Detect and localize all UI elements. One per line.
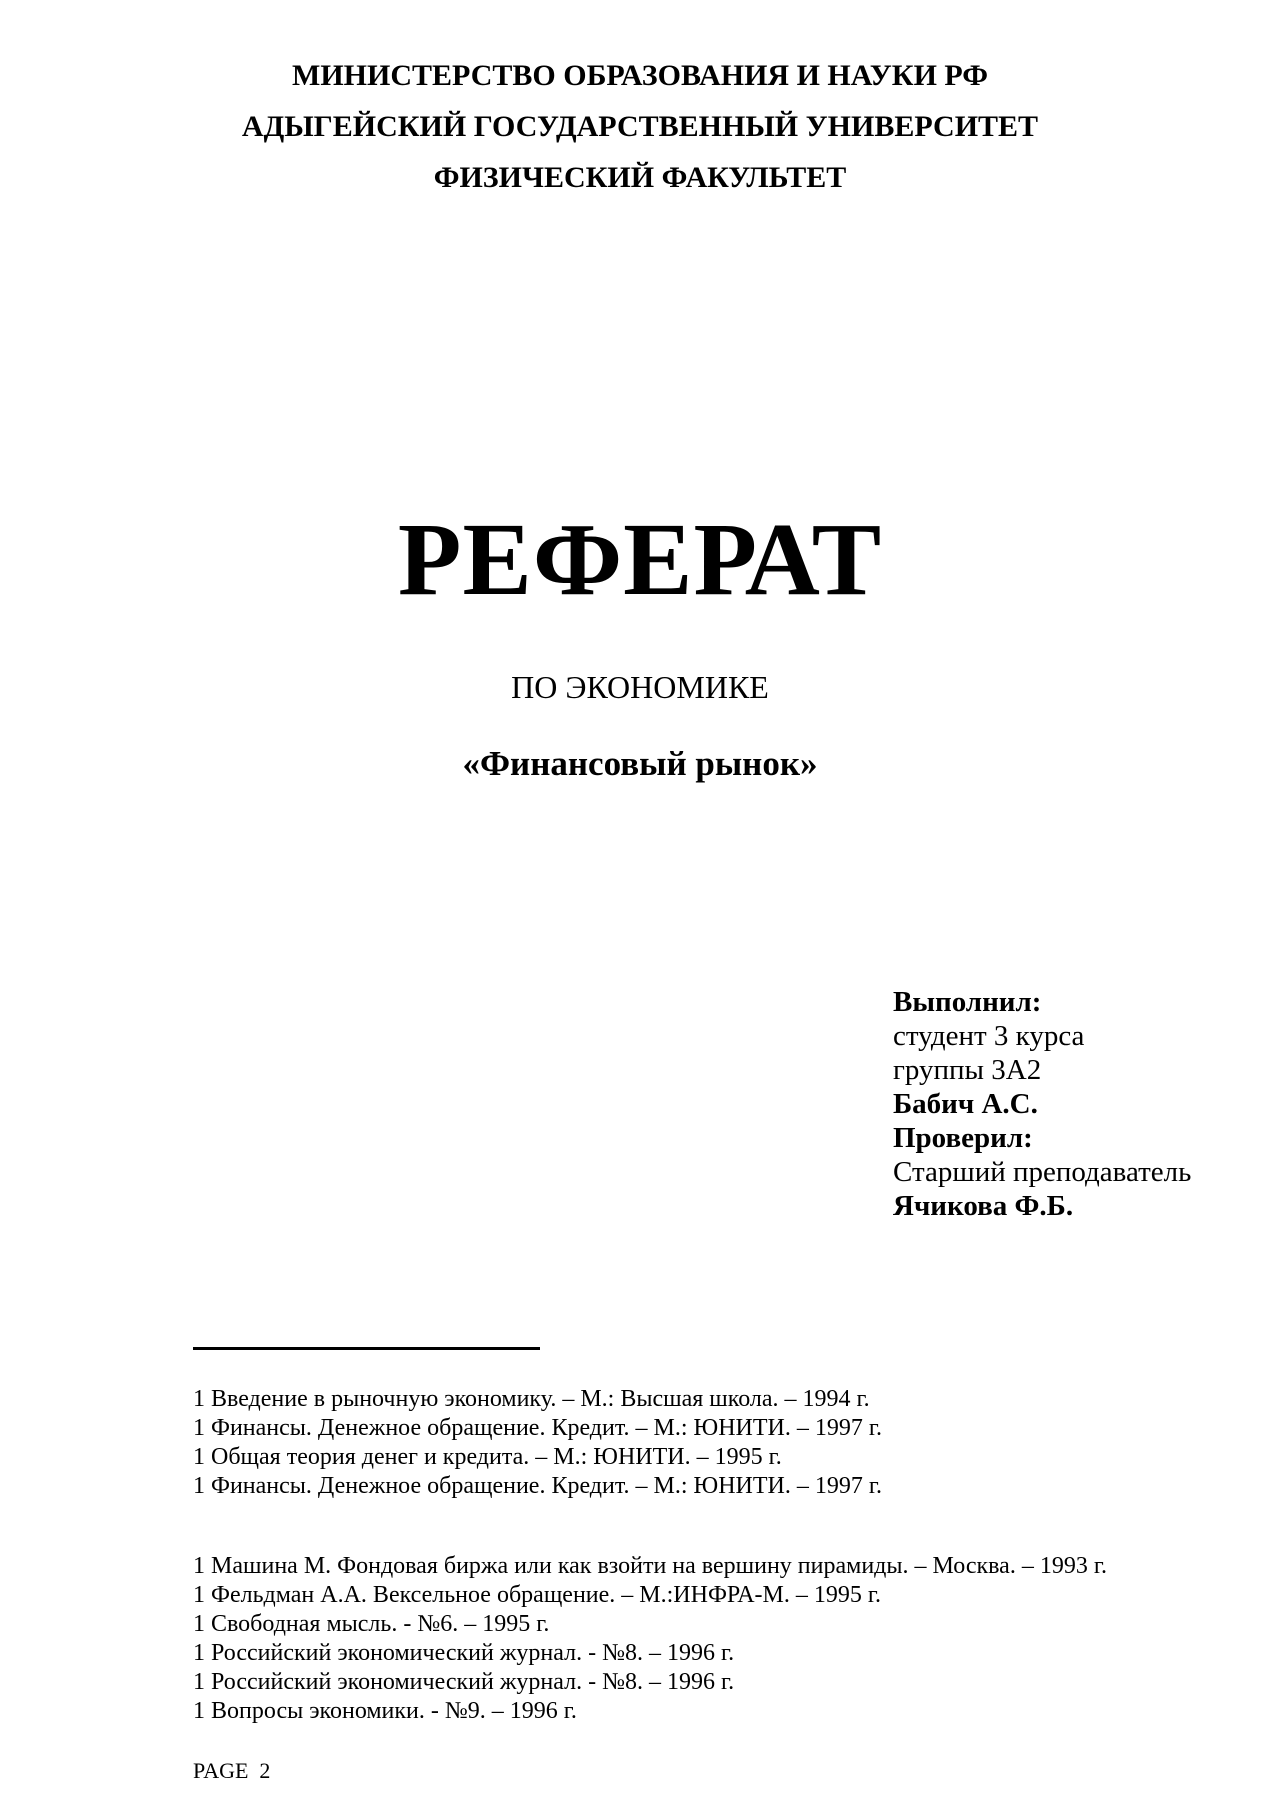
student-course: студент 3 курса (893, 1020, 1085, 1052)
footnote-item: 1 Вопросы экономики. - №9. – 1996 г. (193, 1698, 577, 1724)
student-group: группы 3А2 (893, 1054, 1042, 1086)
footnote-item: 1 Финансы. Денежное обращение. Кредит. – М.: ЮНИТИ. – 1997 г. (193, 1415, 882, 1441)
footnote-group-1 (193, 1385, 882, 1501)
credits-block (893, 985, 1191, 1223)
footnote-item: 1 Фельдман А.А. Вексельное обращение. – М.:ИНФРА-М. – 1995 г. (193, 1582, 882, 1608)
university-line: АДЫГЕЙСКИЙ ГОСУДАРСТВЕННЫЙ УНИВЕРСИТЕТ (241, 110, 1039, 143)
teacher-name: Ячикова Ф.Б. (893, 1190, 1074, 1222)
subject-line: ПО ЭКОНОМИКЕ (511, 669, 769, 705)
footnote-item: 1 Финансы. Денежное обращение. Кредит. – М.: ЮНИТИ. – 1997 г. (193, 1473, 882, 1499)
performed-label: Выполнил: (893, 986, 1042, 1018)
footnote-item: 1 Российский экономический журнал. - №8. – 1996 г. (193, 1669, 735, 1695)
student-name: Бабич А.С. (893, 1088, 1038, 1120)
faculty-line: ФИЗИЧЕСКИЙ ФАКУЛЬТЕТ (433, 161, 847, 194)
ministry-line: МИНИСТЕРСТВО ОБРАЗОВАНИЯ И НАУКИ РФ (292, 59, 988, 92)
topic-title: «Финансовый рынок» (462, 744, 818, 783)
institution-header (0, 56, 1280, 209)
checked-label: Проверил: (893, 1122, 1033, 1154)
footnote-separator (193, 1347, 540, 1350)
footnote-item: 1 Российский экономический журнал. - №8. – 1996 г. (193, 1640, 735, 1666)
footnote-item: 1 Машина М. Фондовая биржа или как взойти на вершину пирамиды. – Москва. – 1993 г. (193, 1553, 1107, 1579)
footnote-item: 1 Общая теория денег и кредита. – М.: ЮНИТИ. – 1995 г. (193, 1444, 782, 1470)
footnote-item: 1 Введение в рыночную экономику. – М.: Высшая школа. – 1994 г. (193, 1386, 870, 1412)
page-number-field: PAGE 2 (193, 1758, 271, 1783)
footnote-item: 1 Свободная мысль. - №6. – 1995 г. (193, 1611, 550, 1637)
document-type-title: РЕФЕРАТ (397, 502, 883, 617)
footnote-group-2 (193, 1552, 1107, 1726)
teacher-position: Старший преподаватель (893, 1156, 1192, 1188)
